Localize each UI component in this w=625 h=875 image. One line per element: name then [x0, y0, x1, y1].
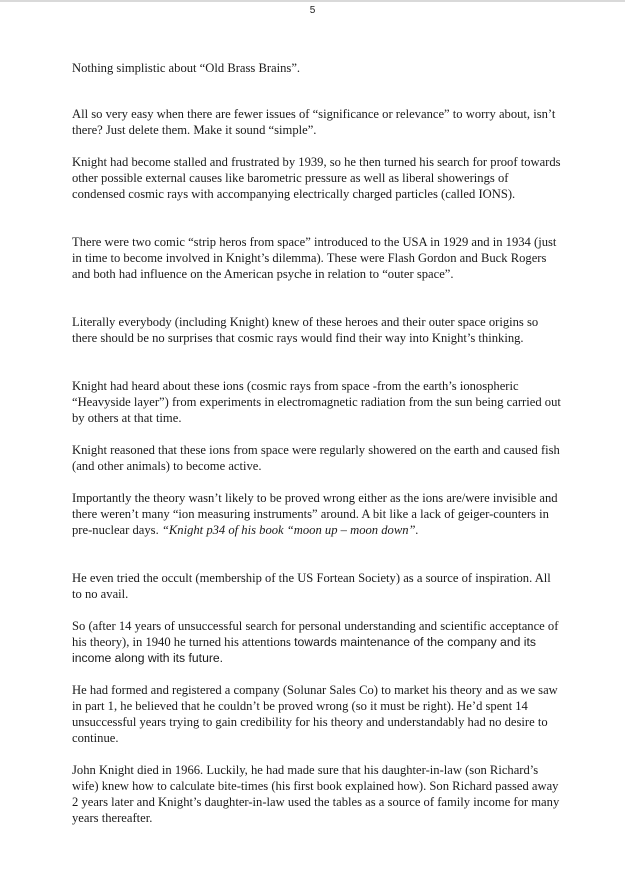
paragraph-solunar: He had formed and registered a company (Solunar Sales Co) to market his theory and as we saw in part 1, he believed that he couldn’t be proved wrong (so it must be right). He’d spent 14 unsuccessful years trying to gain credibility for his theory and understandably had no desire to continue.: [72, 683, 558, 745]
paragraph-easy: All so very easy when there are fewer issues of “significance or relevance” to worry about, isn’t there? Just delete them. Make it sound “simple”.: [72, 107, 556, 137]
page-top-border: [0, 0, 625, 2]
paragraph-ions-invisible: [72, 490, 562, 538]
paragraph-john-knight-death: John Knight died in 1966. Luckily, he had made sure that his daughter-in-law (son Richard’s wife) knew how to calculate bite-times (his first book explained how). Son Richard passed away 2 years later and Knight’s daughter-in-law used the tables as a source of family income for many years thereafter.: [72, 763, 560, 825]
paragraph-old-brass-brains: Nothing simplistic about “Old Brass Brains”.: [72, 61, 301, 75]
knight-citation: “Knight p34 of his book “moon up – moon down”.: [161, 523, 419, 537]
paragraph-ions-showered: Knight reasoned that these ions from space were regularly showered on the earth and caused fish (and other animals) to become active.: [72, 443, 560, 473]
paragraph-company-focus: [72, 618, 562, 666]
company-serif-text: So (after 14 years of unsuccessful search for personal understanding and scientific acceptance of his theory), in 1940 he turned his attentions: [72, 619, 559, 649]
page-number: 5: [309, 5, 316, 16]
paragraph-comic-heroes: There were two comic “strip heros from space” introduced to the USA in 1929 and in 1934 (just in time to become involved in Knight’s dilemma). These were Flash Gordon and Buck Rogers and both had influence on the American psyche in relation to “outer space”.: [72, 235, 557, 281]
company-sans-text: towards maintenance of the company and its income along with its future.: [72, 635, 536, 665]
paragraph-heavyside: Knight had heard about these ions (cosmic rays from space -from the earth’s ionospheric “Heavyside layer”) from experiments in electromagnetic radiation from the sun being carried out by others at that time.: [72, 379, 561, 425]
paragraph-occult: He even tried the occult (membership of the US Fortean Society) as a source of inspiration. All to no avail.: [72, 571, 551, 601]
paragraph-stalled: Knight had become stalled and frustrated by 1939, so he then turned his search for proof towards other possible external causes like barometric pressure as well as liberal showerings of condensed cosmic rays with accompanying electrically charged particles (called IONS).: [72, 155, 561, 201]
paragraph-cosmic-rays: Literally everybody (including Knight) knew of these heroes and their outer space origins so there should be no surprises that cosmic rays would find their way into Knight’s thinking.: [72, 315, 539, 345]
ions-text: Importantly the theory wasn’t likely to be proved wrong either as the ions are/were invisible and there weren’t many “ion measuring instruments” around. A bit like a lack of geiger-counters in pre-nuclear days.: [72, 491, 558, 537]
